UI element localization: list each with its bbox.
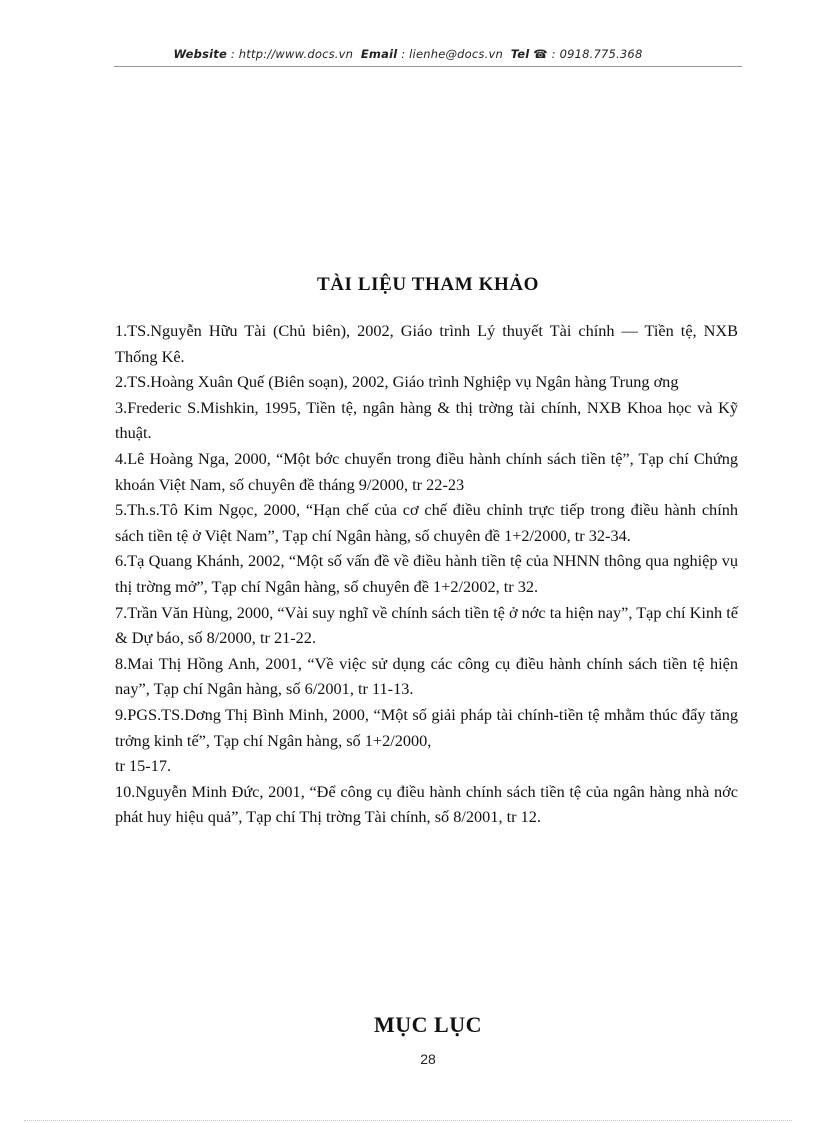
website-label: Website — [173, 47, 227, 61]
toc-title: MỤC LỤC — [374, 1012, 482, 1037]
footer-divider — [24, 1120, 792, 1121]
website-value: : http://www.docs.vn — [230, 47, 354, 61]
reference-item: 6.Tạ Quang Khánh, 2002, “Một số vấn đề về điều hành tiền tệ của NHNN thông qua nghiệp vụ thị trờng mở”, Tạp chí Ngân hàng, số chuyên đề 1+2/2002, tr 32. — [115, 551, 738, 596]
reference-item: 8.Mai Thị Hồng Anh, 2001, “Về việc sử dụng các công cụ điều hành chính sách tiền tệ hiện nay”, Tạp chí Ngân hàng, số 6/2001, tr 11-13. — [115, 653, 738, 699]
page-number: 28 — [420, 1051, 436, 1067]
reference-item: 9.PGS.TS.Dơng Thị Bình Minh, 2000, “Một số giải pháp tài chính-tiền tệ mhằm thúc đẩy tăng trởng kinh tế”, Tạp chí Ngân hàng, số 1+2/2000, — [115, 704, 738, 750]
reference-item: 3.Frederic S.Mishkin, 1995, Tiền tệ, ngân hàng & thị trờng tài chính, NXB Khoa học và Kỹ thuật. — [115, 397, 738, 443]
reference-item: 1.TS.Nguyễn Hữu Tài (Chủ biên), 2002, Giáo trình Lý thuyết Tài chính — Tiền tệ, NXB Thống Kê. — [115, 321, 738, 366]
tel-label: Tel — [510, 47, 530, 61]
reference-item-continuation: tr 15-17. — [115, 756, 172, 776]
email-label: Email — [360, 47, 398, 61]
email-value: : lienhe@docs.vn — [401, 47, 503, 61]
tel-value: : 0918.775.368 — [551, 47, 643, 61]
reference-item: 2.TS.Hoàng Xuân Quế (Biên soạn), 2002, Giáo trình Nghiệp vụ Ngân hàng Trung ơng — [115, 372, 679, 392]
reference-item: 4.Lê Hoàng Nga, 2000, “Một bớc chuyển trong điều hành chính sách tiền tệ”, Tạp chí Chứng khoán Việt Nam, số chuyên đề tháng 9/2000, tr 22-23 — [115, 448, 738, 494]
reference-item: 5.Th.s.Tô Kim Ngọc, 2000, “Hạn chế của cơ chế điều chỉnh trực tiếp trong điều hành chính sách tiền tệ ở Việt Nam”, Tạp chí Ngân hàng, số chuyên đề 1+2/2000, tr 32-34. — [115, 500, 738, 545]
page-header — [0, 47, 816, 61]
reference-item: 10.Nguyễn Minh Đức, 2001, “Để công cụ điều hành chính sách tiền tệ của ngân hàng nhà nớc phát huy hiệu quả”, Tạp chí Thị trờng Tài chính, số 8/2001, tr 12. — [115, 781, 738, 827]
reference-item: 7.Trần Văn Hùng, 2000, “Vài suy nghĩ về chính sách tiền tệ ở nớc ta hiện nay”, Tạp chí Kinh tế & Dự báo, số 8/2000, tr 21-22. — [115, 602, 738, 648]
references-list — [115, 318, 738, 830]
references-title: TÀI LIỆU THAM KHẢO — [316, 274, 540, 295]
phone-icon: ☎ — [533, 47, 548, 61]
header-divider — [114, 66, 742, 67]
